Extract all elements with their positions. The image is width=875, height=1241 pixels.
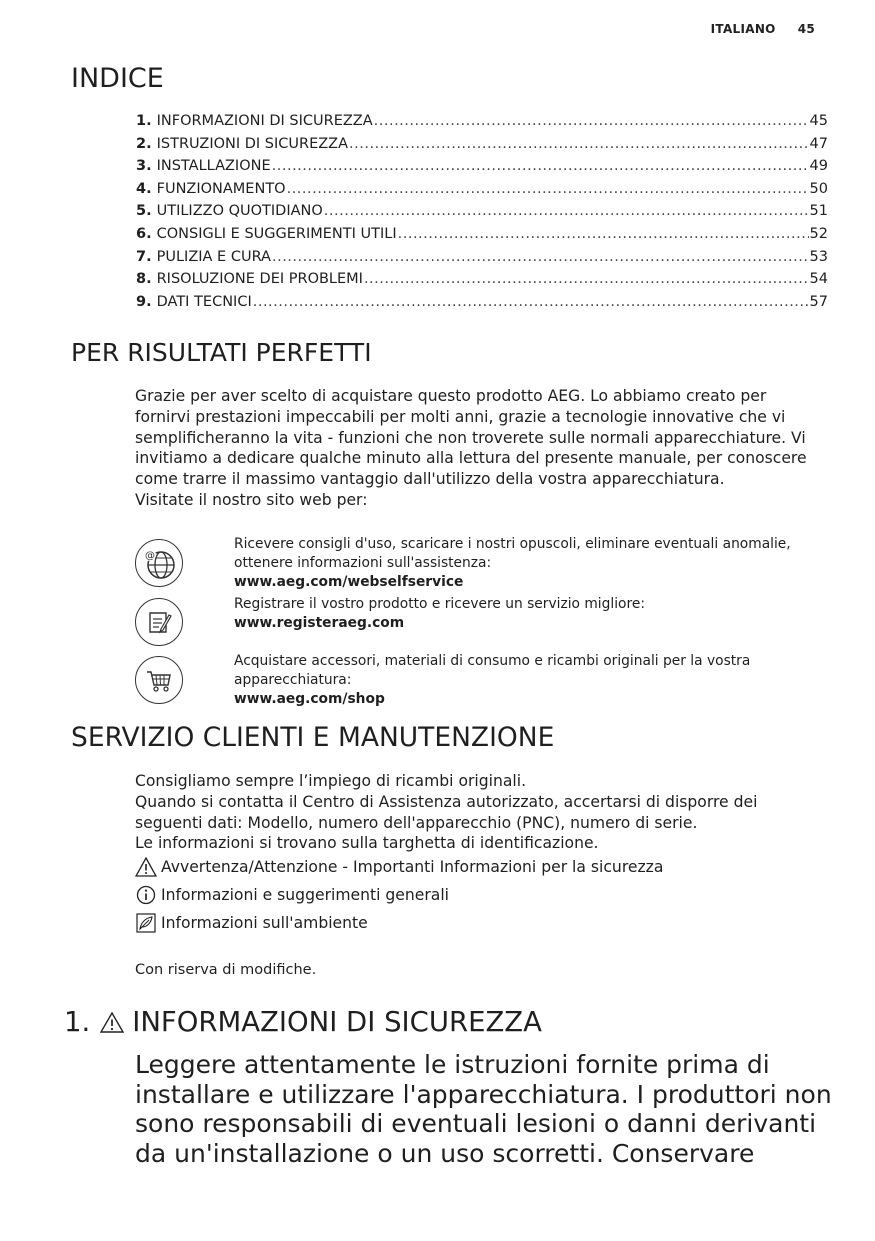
toc-num: 5. xyxy=(136,203,152,220)
toc-item-6[interactable] xyxy=(136,223,828,246)
toc-item-8[interactable] xyxy=(136,268,828,291)
toc-num: 3. xyxy=(136,158,152,175)
toc-item-9[interactable] xyxy=(136,291,828,314)
info-icon xyxy=(135,884,157,906)
service-line: Quando si contatta il Centro di Assistenza autorizzato, accertarsi di disporre dei seguenti dati: Modello, numero dell'apparecchio (PNC), numero di serie. xyxy=(135,792,758,832)
section-title-text: INFORMAZIONI DI SICUREZZA xyxy=(132,1006,542,1038)
intro-text: Grazie per aver scelto di acquistare questo prodotto AEG. Lo abbiamo creato per fornirvi prestazioni impeccabili per molti anni, grazie a tecnologie innovative che vi semplificheranno la vita - funzioni che non troverete sulle normali apparecchiature. Vi invitiamo a dedicare qualche minuto alla lettura del presente manuale, per conoscere come trarre il massimo vantaggio dall'utilizzo della vostra apparecchiatura. xyxy=(135,387,807,489)
section-title-perfetti: PER RISULTATI PERFETTI xyxy=(71,338,372,367)
toc-page: 57 xyxy=(809,293,828,310)
toc-label: DATI TECNICI xyxy=(156,293,252,310)
toc-num: 1. xyxy=(136,113,152,129)
toc-item-7[interactable] xyxy=(136,246,828,269)
service-text: Ricevere consigli d'uso, scaricare i nostri opuscoli, eliminare eventuali anomalie, ottenere informazioni sull'assistenza: xyxy=(234,536,791,572)
warning-triangle-icon xyxy=(135,856,157,878)
modifications-note: Con riserva di modifiche. xyxy=(135,962,317,978)
section-title-servizio: SERVIZIO CLIENTI E MANUTENZIONE xyxy=(71,722,555,753)
toc-page: 47 xyxy=(809,135,828,152)
toc-page: 50 xyxy=(809,180,828,197)
legend-text: Avvertenza/Attenzione - Importanti Informazioni per la sicurezza xyxy=(161,858,664,876)
toc-item-4[interactable] xyxy=(136,178,828,201)
environment-leaf-icon xyxy=(135,912,157,934)
toc-label: PULIZIA E CURA xyxy=(156,248,271,265)
toc-page: 54 xyxy=(809,271,828,288)
toc-num: 6. xyxy=(136,225,152,242)
service-web xyxy=(234,535,824,593)
service-shop xyxy=(234,652,824,710)
section-number: 1. xyxy=(64,1006,91,1038)
table-of-contents xyxy=(136,110,828,313)
service-paragraph xyxy=(135,771,825,854)
page-header xyxy=(711,22,815,36)
toc-label: RISOLUZIONE DEI PROBLEMI xyxy=(156,271,363,288)
language-label: ITALIANO xyxy=(710,22,776,36)
legend-info xyxy=(135,884,449,906)
service-line: Le informazioni si trovano sulla targhetta di identificazione. xyxy=(135,834,599,853)
shopping-cart-icon xyxy=(135,656,183,704)
service-register xyxy=(234,595,824,633)
service-register-icon-wrap xyxy=(135,598,235,646)
service-line: Consigliamo sempre l’impiego di ricambi originali. xyxy=(135,772,527,790)
toc-label: FUNZIONAMENTO xyxy=(156,180,286,197)
toc-label: CONSIGLI E SUGGERIMENTI UTILI xyxy=(156,225,397,242)
warning-triangle-icon xyxy=(100,1012,124,1033)
service-link[interactable]: www.registeraeg.com xyxy=(234,615,405,632)
toc-page: 51 xyxy=(809,203,828,220)
toc-label: INSTALLAZIONE xyxy=(156,158,271,175)
toc-num: 4. xyxy=(136,180,152,197)
toc-page: 49 xyxy=(809,158,828,175)
safety-intro-text: Leggere attentamente le istruzioni fornite prima di installare e utilizzare l'apparecchiatura. I produttori non sono responsabili di eventuali lesioni o danni derivanti da un'installazione o un uso scorretti. Conservare xyxy=(135,1050,832,1168)
svg-text:@: @ xyxy=(145,550,155,562)
section-title-safety xyxy=(64,1006,542,1038)
toc-label: ISTRUZIONI DI SICUREZZA xyxy=(156,135,349,152)
service-link[interactable]: www.aeg.com/shop xyxy=(234,691,385,708)
toc-item-3[interactable] xyxy=(136,155,828,178)
toc-page: 45 xyxy=(809,113,828,129)
service-text: Acquistare accessori, materiali di consumo e ricambi originali per la vostra apparecchiatura: xyxy=(234,653,751,689)
toc-page: 53 xyxy=(809,248,828,265)
legend-warning xyxy=(135,856,663,878)
toc-label: INFORMAZIONI DI SICUREZZA xyxy=(156,113,373,129)
toc-item-5[interactable] xyxy=(136,200,828,223)
service-text: Registrare il vostro prodotto e ricevere un servizio migliore: xyxy=(234,596,645,612)
toc-item-1[interactable] xyxy=(136,110,828,133)
legend-text: Informazioni sull'ambiente xyxy=(161,914,368,932)
service-shop-icon-wrap xyxy=(135,656,235,704)
toc-num: 7. xyxy=(136,248,152,265)
globe-web-icon xyxy=(135,539,183,587)
visit-text: Visitate il nostro sito web per: xyxy=(135,490,368,509)
index-title: INDICE xyxy=(71,63,164,94)
register-document-icon xyxy=(135,598,183,646)
service-web-icon-wrap xyxy=(135,539,235,587)
page-number: 45 xyxy=(797,22,815,36)
toc-page: 52 xyxy=(809,225,828,242)
toc-num: 2. xyxy=(136,135,152,152)
legend-environment xyxy=(135,912,368,934)
intro-paragraph xyxy=(135,386,825,511)
toc-label: UTILIZZO QUOTIDIANO xyxy=(156,203,323,220)
toc-num: 9. xyxy=(136,293,152,310)
toc-item-2[interactable] xyxy=(136,133,828,156)
service-link[interactable]: www.aeg.com/webselfservice xyxy=(234,574,464,591)
legend-text: Informazioni e suggerimenti generali xyxy=(161,886,449,904)
toc-num: 8. xyxy=(136,271,152,288)
